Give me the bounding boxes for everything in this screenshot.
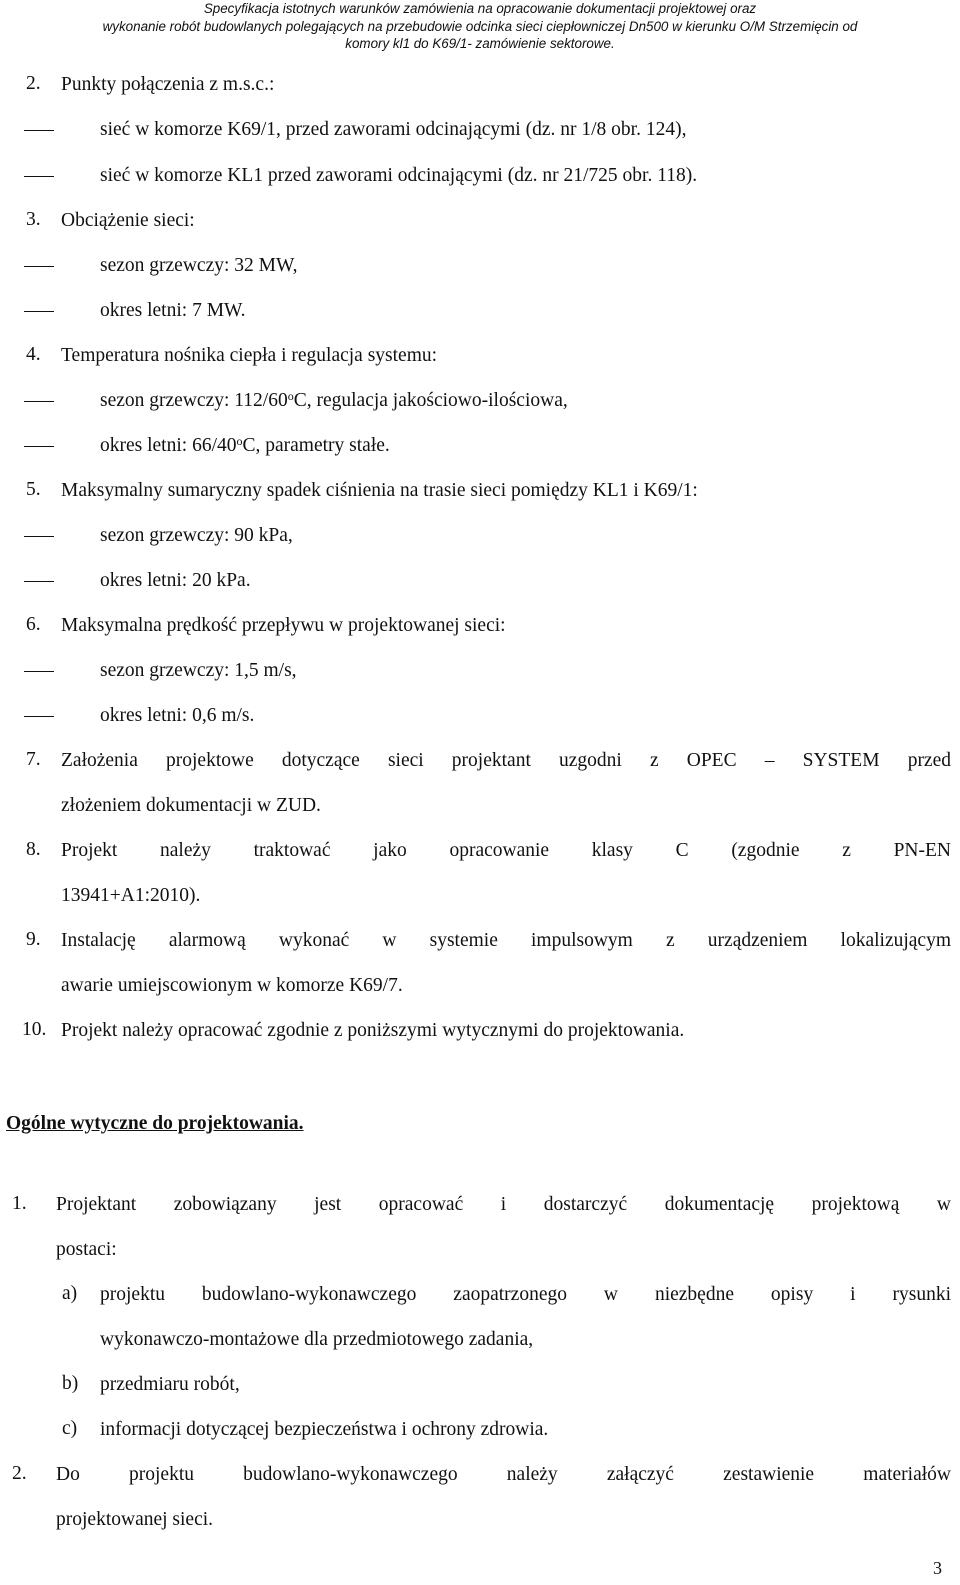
dash-bullet bbox=[24, 401, 54, 402]
point-2-text: Punkty połączenia z m.s.c.: bbox=[61, 74, 275, 95]
guideline-a-label: a) bbox=[62, 1283, 78, 1304]
point-5-text: Maksymalny sumaryczny spadek ciśnienia na trasie sieci pomiędzy KL1 i K69/1: bbox=[61, 480, 698, 501]
point-4-text: Temperatura nośnika ciepła i regulacja systemu: bbox=[61, 345, 438, 366]
page-number: 3 bbox=[933, 1558, 942, 1578]
list-item: sieć w komorze K69/1, przed zaworami odcinającymi (dz. nr 1/8 obr. 124), bbox=[100, 119, 687, 140]
point-9-number: 9. bbox=[26, 929, 41, 950]
dash-bullet bbox=[24, 266, 54, 267]
list-item: okres letni: 66/40$^o$C, parametry stałe. bbox=[100, 434, 390, 456]
dash-bullet bbox=[24, 716, 54, 717]
guideline-2-line-1: Do projektu budowlano-wykonawczego należy załączyć zestawienie materiałów bbox=[56, 1464, 951, 1485]
point-6-text: Maksymalna prędkość przepływu w projektowanej sieci: bbox=[61, 615, 506, 636]
point-8-line-1: Projekt należy traktować jako opracowanie klasy C (zgodnie z PN-EN bbox=[61, 840, 951, 861]
list-item: sezon grzewczy: 1,5 m/s, bbox=[100, 660, 297, 681]
point-7-number: 7. bbox=[26, 749, 41, 770]
point-5-number: 5. bbox=[26, 479, 41, 500]
section-heading: Ogólne wytyczne do projektowania. bbox=[6, 1113, 304, 1134]
guideline-1-line-2: postaci: bbox=[56, 1239, 117, 1260]
list-item: okres letni: 20 kPa. bbox=[100, 570, 251, 591]
header-line-3: komory kl1 do K69/1- zamówienie sektorowe. bbox=[345, 36, 615, 51]
dash-bullet bbox=[24, 581, 54, 582]
dash-bullet bbox=[24, 536, 54, 537]
point-2-number: 2. bbox=[26, 73, 41, 94]
guideline-a-line-2: wykonawczo-montażowe dla przedmiotowego zadania, bbox=[100, 1329, 534, 1350]
header-line-1: Specyfikacja istotnych warunków zamówienia na opracowanie dokumentacji projektowej oraz bbox=[203, 1, 757, 16]
point-7-line-1: Założenia projektowe dotyczące sieci projektant uzgodni z OPEC – SYSTEM przed bbox=[61, 750, 951, 771]
point-4-number: 4. bbox=[26, 344, 41, 365]
list-item: sieć w komorze KL1 przed zaworami odcinającymi (dz. nr 21/725 obr. 118). bbox=[100, 165, 698, 186]
point-3-text: Obciążenie sieci: bbox=[61, 210, 195, 231]
header-line-2: wykonanie robót budowlanych polegających na przebudowie odcinka sieci ciepłowniczej Dn500 w kierunku O/M Strzemięcin od bbox=[102, 18, 858, 34]
list-item: okres letni: 7 MW. bbox=[100, 300, 246, 321]
list-item: sezon grzewczy: 32 MW, bbox=[100, 255, 298, 276]
guideline-2-line-2: projektowanej sieci. bbox=[56, 1509, 214, 1530]
point-9-line-2: awarie umiejscowionym w komorze K69/7. bbox=[61, 975, 403, 996]
dash-bullet bbox=[24, 671, 54, 672]
guideline-c-label: c) bbox=[62, 1418, 78, 1439]
point-10-text: Projekt należy opracować zgodnie z poniższymi wytycznymi do projektowania. bbox=[61, 1020, 685, 1041]
guideline-1-line-1: Projektant zobowiązany jest opracować i dostarczyć dokumentację projektową w bbox=[56, 1194, 951, 1215]
dash-bullet bbox=[24, 130, 54, 131]
guideline-2-number: 2. bbox=[12, 1463, 27, 1484]
point-10-number: 10. bbox=[22, 1019, 47, 1040]
dash-bullet bbox=[24, 311, 54, 312]
list-item: sezon grzewczy: 112/60$^o$C, regulacja jakościowo-ilościowa, bbox=[100, 389, 568, 411]
dash-bullet bbox=[24, 446, 54, 447]
list-item: sezon grzewczy: 90 kPa, bbox=[100, 525, 293, 546]
guideline-1-number: 1. bbox=[12, 1193, 27, 1214]
document-header bbox=[0, 0, 960, 53]
guideline-b-text: przedmiaru robót, bbox=[100, 1374, 240, 1395]
point-9-line-1: Instalację alarmową wykonać w systemie impulsowym z urządzeniem lokalizującym bbox=[61, 930, 951, 951]
point-3-number: 3. bbox=[26, 209, 41, 230]
guideline-a-line-1: projektu budowlano-wykonawczego zaopatrzonego w niezbędne opisy i rysunki bbox=[100, 1284, 951, 1305]
list-item: okres letni: 0,6 m/s. bbox=[100, 705, 255, 726]
point-7-line-2: złożeniem dokumentacji w ZUD. bbox=[61, 795, 321, 816]
dash-bullet bbox=[24, 176, 54, 177]
point-6-number: 6. bbox=[26, 614, 41, 635]
point-8-number: 8. bbox=[26, 839, 41, 860]
point-8-line-2: 13941+A1:2010). bbox=[61, 885, 201, 906]
guideline-b-label: b) bbox=[62, 1373, 79, 1394]
guideline-c-text: informacji dotyczącej bezpieczeństwa i ochrony zdrowia. bbox=[100, 1419, 549, 1440]
